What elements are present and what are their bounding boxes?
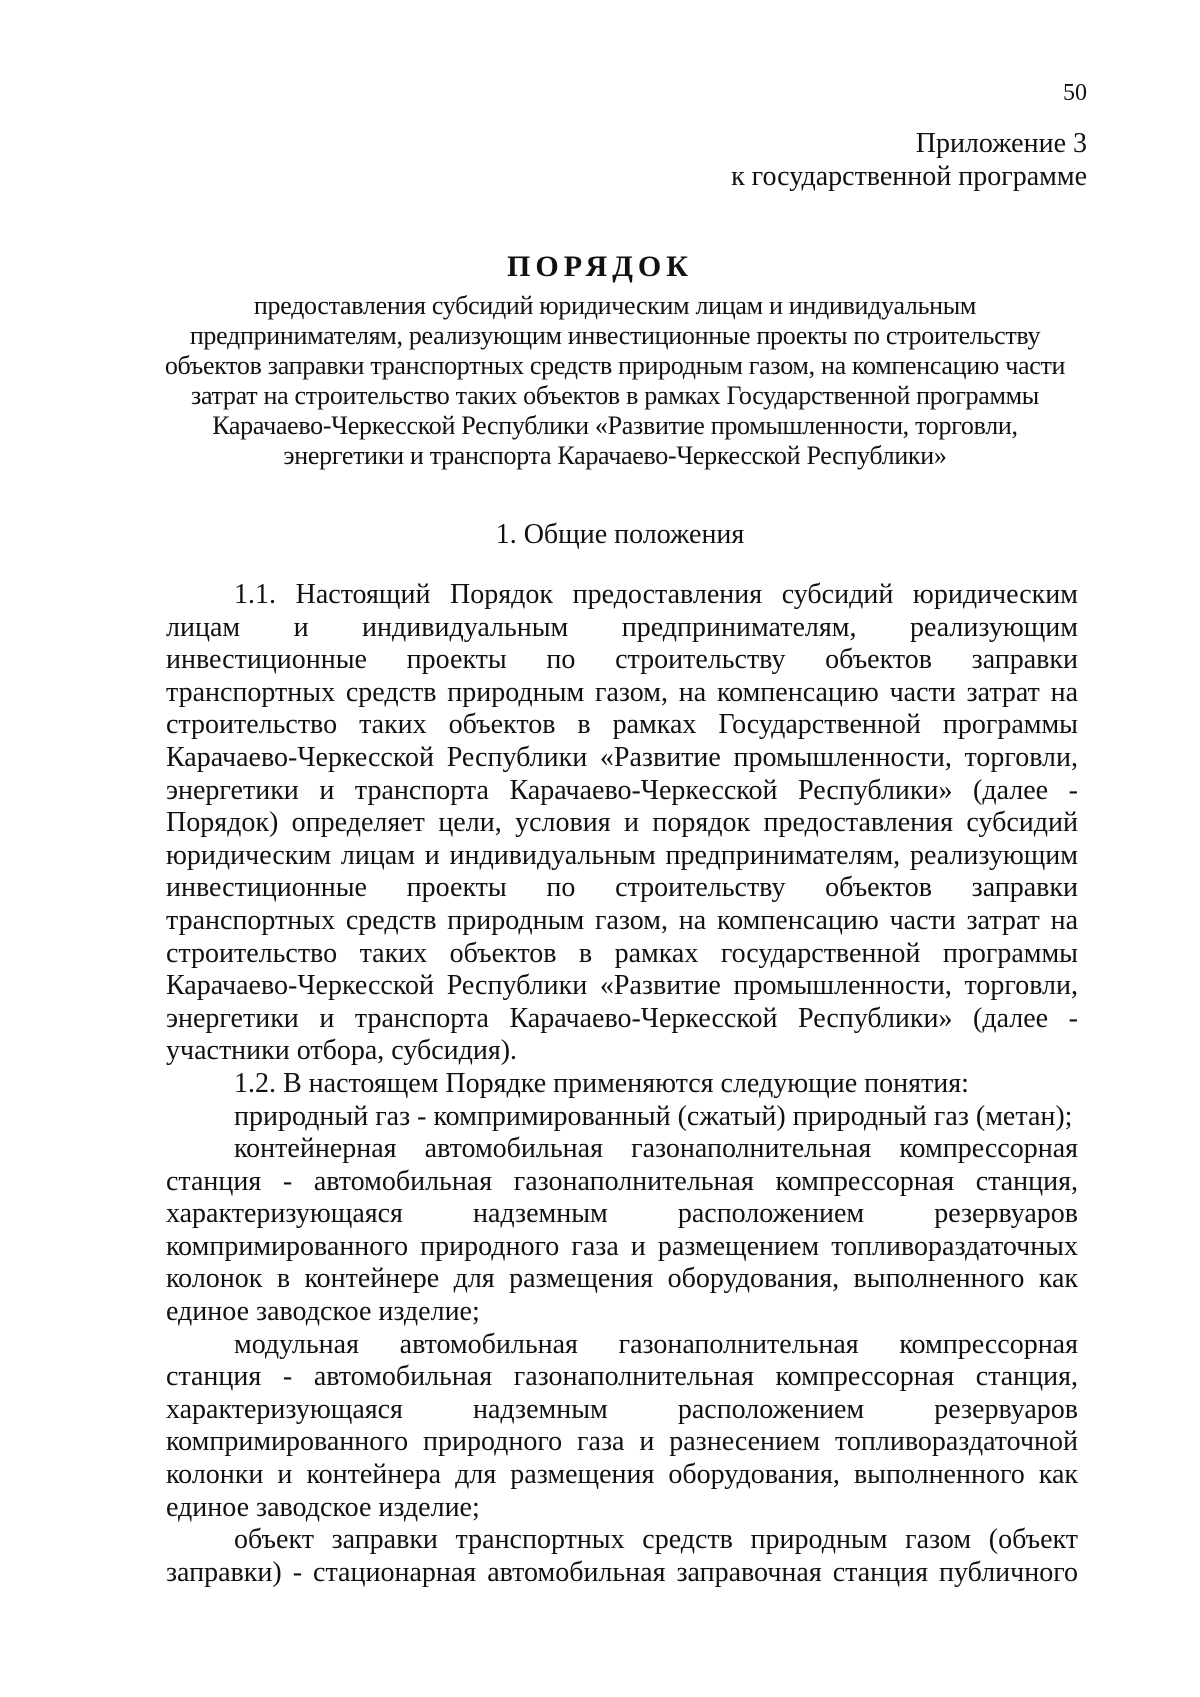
subtitle-line: энергетики и транспорта Карачаево-Черкесской Республики» xyxy=(283,441,947,470)
appendix-line-1: Приложение 3 xyxy=(915,128,1087,159)
body-line: инвестиционные проекты по строительству объектов заправки xyxy=(166,872,1078,904)
body-line: станция - автомобильная газонаполнительная компрессорная станция, xyxy=(166,1165,1078,1197)
body-line: транспортных средств природным газом, на компенсацию части затрат на xyxy=(166,904,1078,936)
page-number: 50 xyxy=(1063,80,1087,106)
body-line: участники отбора, субсидия). xyxy=(166,1035,518,1067)
body-line: характеризующаяся надземным расположением резервуаров xyxy=(166,1198,1078,1230)
body-line: 1.2. В настоящем Порядке применяются следующие понятия: xyxy=(234,1067,969,1099)
appendix-line-2: к государственной программе xyxy=(731,161,1087,192)
body-line: Порядок) определяет цели, условия и порядок предоставления субсидий xyxy=(166,807,1078,839)
body-line: компримированного природного газа и разнесением топливораздаточной xyxy=(166,1426,1078,1458)
body-line: характеризующаяся надземным расположением резервуаров xyxy=(166,1393,1078,1425)
body-line: колонок в контейнере для размещения оборудования, выполненного как xyxy=(166,1263,1078,1295)
body-line: природный газ - компримированный (сжатый) природный газ (метан); xyxy=(234,1100,1073,1132)
subtitle-line: объектов заправки транспортных средств природным газом, на компенсацию части xyxy=(164,351,1066,380)
subtitle-line: затрат на строительство таких объектов в рамках Государственной программы xyxy=(191,381,1039,410)
section-heading: 1. Общие положения xyxy=(495,519,745,550)
subtitle-line: Карачаево-Черкесской Республики «Развитие промышленности, торговли, xyxy=(212,411,1018,440)
body-line: лицам и индивидуальным предпринимателям, реализующим xyxy=(166,611,1078,643)
subtitle-line: предоставления субсидий юридическим лицам и индивидуальным xyxy=(253,291,977,320)
appendix-header xyxy=(731,127,1087,193)
body-line: энергетики и транспорта Карачаево-Черкесской Республики» (далее - xyxy=(166,1002,1078,1034)
body-line: единое заводское изделие; xyxy=(166,1491,480,1523)
body-line: транспортных средств природным газом, на компенсацию части затрат на xyxy=(166,676,1078,708)
body-line: единое заводское изделие; xyxy=(166,1296,480,1328)
body-line: станция - автомобильная газонаполнительная компрессорная станция, xyxy=(166,1361,1078,1393)
body-line: заправки) - стационарная автомобильная заправочная станция публичного xyxy=(166,1556,1078,1588)
body-line: юридическим лицам и индивидуальным предпринимателям, реализующим xyxy=(166,839,1078,871)
body-line: инвестиционные проекты по строительству объектов заправки xyxy=(166,644,1078,676)
body-line: колонки и контейнера для размещения оборудования, выполненного как xyxy=(166,1459,1078,1491)
body-line: объект заправки транспортных средств природным газом (объект xyxy=(234,1524,1078,1556)
body-line: строительство таких объектов в рамках государственной программы xyxy=(166,937,1078,969)
body-line: компримированного природного газа и размещением топливораздаточных xyxy=(166,1230,1078,1262)
document-subtitle xyxy=(150,291,1080,471)
subtitle-line: предпринимателям, реализующим инвестиционные проекты по строительству xyxy=(189,321,1041,350)
body-line: энергетики и транспорта Карачаево-Черкесской Республики» (далее - xyxy=(166,774,1078,806)
body-line: Карачаево-Черкесской Республики «Развитие промышленности, торговли, xyxy=(166,741,1078,773)
body-line: 1.1. Настоящий Порядок предоставления субсидий юридическим xyxy=(234,579,1078,610)
body-line: строительство таких объектов в рамках Государственной программы xyxy=(166,709,1078,741)
body-line: контейнерная автомобильная газонаполнительная компрессорная xyxy=(234,1133,1078,1165)
document-title: ПОРЯДОК xyxy=(507,250,693,283)
body-text xyxy=(166,579,1078,1589)
body-line: Карачаево-Черкесской Республики «Развитие промышленности, торговли, xyxy=(166,970,1078,1002)
body-line: модульная автомобильная газонаполнительная компрессорная xyxy=(234,1328,1078,1360)
